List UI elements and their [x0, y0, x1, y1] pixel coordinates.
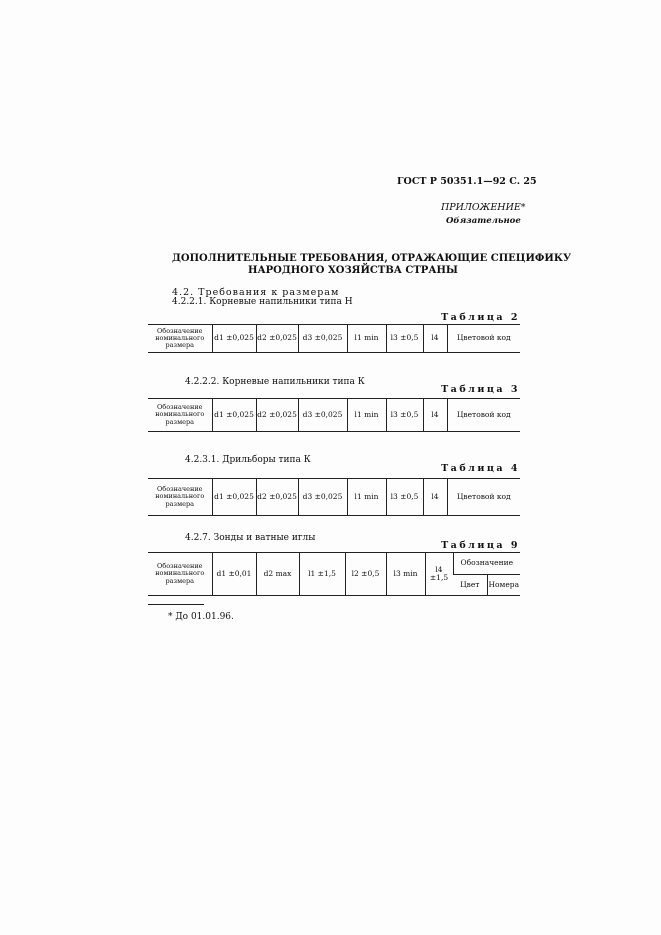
table-header-cell: l3 ±0,5	[386, 399, 423, 432]
dimension-table	[148, 552, 520, 596]
table-caption: Таблица 4	[441, 463, 520, 474]
table-header-cell: d3 ±0,025	[298, 325, 347, 353]
table-header-cell: Цвет	[460, 579, 480, 589]
table-header-cell: l3 ±0,5	[386, 479, 423, 516]
table-header-cell: l4	[423, 479, 447, 516]
group-header: Обозначение	[453, 553, 520, 575]
mandatory-label: Обязательное	[446, 216, 521, 226]
table-heading: 4.2.2.2. Корневые напильники типа К	[185, 377, 365, 387]
title-line-1: ДОПОЛНИТЕЛЬНЫЕ ТРЕБОВАНИЯ, ОТРАЖАЮЩИЕ СПЕЦИФИКУ	[172, 253, 572, 264]
table-heading: 4.2.3.1. Дрильборы типа К	[185, 455, 311, 465]
appendix-label: ПРИЛОЖЕНИЕ*	[441, 202, 526, 213]
dimension-table	[148, 324, 520, 353]
table-header-cell: l1 min	[347, 399, 386, 432]
table-header-cell: l1 min	[347, 325, 386, 353]
table-header-cell: Обозначение номинального размера	[155, 403, 205, 426]
table-header-cell: l1 ±1,5	[299, 553, 345, 596]
table-header-cell: Обозначение номинального размера	[155, 562, 205, 585]
footnote-rule	[148, 604, 204, 605]
table-caption: Таблица 9	[441, 540, 520, 551]
table-header-cell: d2 ±0,025	[256, 399, 298, 432]
table-caption: Таблица 3	[441, 384, 520, 395]
table-header-cell: d1 ±0,01	[212, 553, 256, 596]
table-header-cell: d1 ±0,025	[212, 325, 256, 353]
table-caption: Таблица 2	[441, 312, 520, 323]
table-header-cell: Обозначение номинального размера	[155, 485, 205, 508]
table-header-cell: l2 ±0,5	[345, 553, 386, 596]
table-header-cell: l4	[423, 325, 447, 353]
table-header-cell: d1 ±0,025	[212, 399, 256, 432]
table-header-cell: Цветовой код	[447, 479, 520, 516]
footnote: * До 01.01.96.	[168, 612, 234, 622]
table-header-cell: Цветовой код	[447, 399, 520, 432]
title-line-2: НАРОДНОГО ХОЗЯЙСТВА СТРАНЫ	[248, 265, 458, 276]
table-header-cell: l3 ±0,5	[386, 325, 423, 353]
table-header-cell: Обозначение номинального размера	[155, 326, 205, 350]
doc-number: ГОСТ Р 50351.1—92 С. 25	[397, 176, 537, 187]
table-header-cell: l4 ±1,5	[425, 553, 453, 596]
table-header-cell: d1 ±0,025	[212, 479, 256, 516]
table-header-cell: d3 ±0,025	[298, 399, 347, 432]
table-header-cell: d2 ±0,025	[256, 479, 298, 516]
table-header-cell: l4	[423, 399, 447, 432]
table-header-cell: d2 max	[256, 553, 299, 596]
dimension-table	[148, 478, 520, 516]
dimension-table	[148, 398, 520, 432]
table-header-cell: d3 ±0,025	[298, 479, 347, 516]
table-header-cell: d2 ±0,025	[256, 325, 298, 353]
table-heading: 4.2.7. Зонды и ватные иглы	[185, 533, 316, 543]
table-header-cell: l3 min	[386, 553, 425, 596]
table-header-cell: Номера	[487, 574, 520, 596]
table-heading: 4.2.2.1. Корневые напильники типа Н	[172, 297, 353, 307]
table-header-cell: Цветовой код	[447, 325, 520, 353]
table-header-cell: l1 min	[347, 479, 386, 516]
section-heading: 4.2. Требования к размерам	[172, 287, 340, 298]
